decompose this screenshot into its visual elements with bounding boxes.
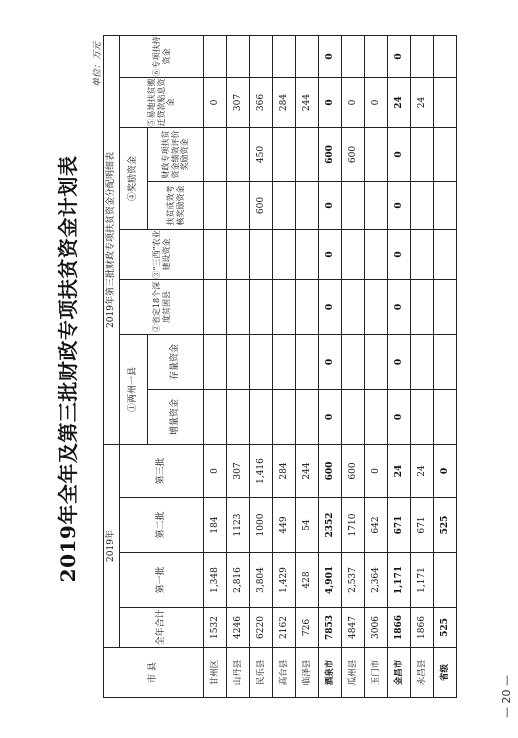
table-cell: 1866 [411,608,434,648]
row-label: 甘州区 [204,648,227,698]
table-cell: 4,901 [319,553,342,608]
table-cell: 450 [250,128,273,182]
table-cell [227,335,250,390]
table-cell: 0 [319,78,342,128]
row-label: 玉门市 [365,648,388,698]
table-cell: 600 [342,128,365,182]
table-cell [365,128,388,182]
table-cell: 244 [296,445,319,498]
table-cell: 0 [388,335,411,390]
table-row [388,36,411,698]
table-cell: 24 [388,78,411,128]
table-cell: 307 [227,78,250,128]
header-special-support-fund: ⑥专项扶持资金 [120,36,204,78]
table-cell: 1,348 [204,553,227,608]
header-batch1: 第一批 [120,553,204,608]
table-cell [434,182,457,230]
table-cell [227,182,250,230]
header-sanxi-agri-fund: ③“三西”农业建设资金 [120,230,204,280]
table-cell [250,36,273,78]
table-cell: 525 [434,498,457,553]
header-city: 市 县 [104,648,204,698]
funding-table [103,35,457,698]
table-cell: 2,816 [227,553,250,608]
table-cell [365,182,388,230]
table-cell: 1123 [227,498,250,553]
table-cell: 2,364 [365,553,388,608]
header-incremental-fund: 增量资金 [148,390,204,445]
table-cell [434,78,457,128]
table-cell: 0 [388,230,411,280]
table-cell: 0 [388,390,411,445]
table-row [319,36,342,698]
table-cell: 307 [227,445,250,498]
header-performance-reward: 财政专项扶贫资金绩效评价奖励资金 [148,128,204,182]
table-cell [204,182,227,230]
table-row [411,36,434,698]
header-relocation-interest-subsidy: ⑤易地扶贫搬迁贷款贴息资金 [120,78,204,128]
table-cell: 0 [204,445,227,498]
table-cell: 4847 [342,608,365,648]
table-cell [227,390,250,445]
table-cell [227,230,250,280]
table-cell [250,280,273,335]
table-cell [342,335,365,390]
table-cell: 1,429 [273,553,296,608]
table-cell: 1,171 [388,553,411,608]
table-cell [411,390,434,445]
table-cell: 0 [319,335,342,390]
row-label: 省级 [434,648,457,698]
header-two-states-one-county: ①两州一县 [120,335,148,445]
table-cell: 600 [342,445,365,498]
table-cell: 642 [365,498,388,553]
table-cell [273,390,296,445]
table-cell: 671 [411,498,434,553]
table-cell: 449 [273,498,296,553]
table-cell: 4246 [227,608,250,648]
unit-label: 单位：万元 [93,42,103,88]
table-cell: 1710 [342,498,365,553]
header-batch2: 第二批 [120,498,204,553]
table-cell [342,230,365,280]
table-row [227,36,250,698]
table-cell [296,280,319,335]
table-cell: 6220 [250,608,273,648]
table-cell: 366 [250,78,273,128]
table-cell: 600 [250,182,273,230]
row-label: 瓜州县 [342,648,365,698]
table-cell: 726 [296,608,319,648]
table-cell: 0 [319,36,342,78]
table-cell: 1866 [388,608,411,648]
table-cell: 7853 [319,608,342,648]
table-cell: 2352 [319,498,342,553]
table-cell: 0 [365,78,388,128]
table-cell: 0 [342,78,365,128]
table-cell: 0 [388,36,411,78]
table-cell [250,335,273,390]
row-label: 临泽县 [296,648,319,698]
table-cell: 54 [296,498,319,553]
table-cell: 600 [319,128,342,182]
table-cell: 3,804 [250,553,273,608]
table-cell [273,182,296,230]
table-cell: 0 [204,78,227,128]
header-third-batch-allocation: 2019年第三批财政专项扶贫资金分配明细表 [104,36,120,445]
table-cell: 0 [388,280,411,335]
table-cell [434,280,457,335]
table-cell [365,280,388,335]
table-cell [434,553,457,608]
header-reward-funds: ④奖励资金 [120,128,148,230]
table-cell [365,36,388,78]
table-cell [411,335,434,390]
table-cell: 2162 [273,608,296,648]
table-cell: 284 [273,445,296,498]
table-cell: 24 [388,445,411,498]
table-cell [204,36,227,78]
header-18-deep-poverty-counties: ②省定18个深度贫困县 [120,280,204,335]
table-cell [227,128,250,182]
table-cell [296,390,319,445]
table-cell: 3006 [365,608,388,648]
table-cell [204,335,227,390]
table-cell: 600 [319,445,342,498]
table-cell [273,230,296,280]
table-row [204,36,227,698]
row-label: 山丹县 [227,648,250,698]
table-cell [204,390,227,445]
table-cell [342,182,365,230]
table-body [204,36,457,698]
table-cell [342,280,365,335]
table-cell [411,230,434,280]
header-stock-fund: 存量资金 [148,335,204,390]
header-batch3: 第三批 [120,445,204,498]
table-cell [227,36,250,78]
table-cell [365,335,388,390]
header-effectiveness-reward: 扶贫成效考核奖励资金 [148,182,204,230]
table-cell [296,128,319,182]
table-cell [296,230,319,280]
header-total: 全年合计 [120,608,204,648]
table-row [250,36,273,698]
row-label: 永昌县 [411,648,434,698]
header-year-2019: 2019年 [104,445,120,648]
table-cell [365,390,388,445]
table-cell: 525 [434,608,457,648]
table-cell [434,230,457,280]
table-cell [342,36,365,78]
table-cell: 0 [319,182,342,230]
table-cell: 1,416 [250,445,273,498]
table-row [365,36,388,698]
row-label: 民乐县 [250,648,273,698]
table-cell [296,335,319,390]
table-cell [411,128,434,182]
table-cell [227,280,250,335]
table-cell: 184 [204,498,227,553]
table-row [296,36,319,698]
table-cell [411,280,434,335]
table-cell [411,36,434,78]
table-cell [296,36,319,78]
table-cell: 671 [388,498,411,553]
table-cell: 1000 [250,498,273,553]
table-cell: 2,537 [342,553,365,608]
table-cell [434,36,457,78]
row-label: 金昌市 [388,648,411,698]
table-cell: 0 [365,445,388,498]
table-cell [204,280,227,335]
table-cell [204,230,227,280]
row-label: 酒泉市 [319,648,342,698]
table-cell: 0 [319,230,342,280]
table-cell [342,390,365,445]
table-cell [296,182,319,230]
page-title: 2019年全年及第三批财政专项扶贫资金计划表 [56,155,80,583]
table-cell [434,128,457,182]
table-cell [250,230,273,280]
table-cell [250,390,273,445]
table-cell [434,390,457,445]
table-cell [273,280,296,335]
table-cell: 0 [319,390,342,445]
table-cell: 428 [296,553,319,608]
table-row [273,36,296,698]
table-cell [273,335,296,390]
table-cell: 0 [434,445,457,498]
table-cell: 0 [388,128,411,182]
row-label: 高台县 [273,648,296,698]
table-cell: 0 [388,182,411,230]
table-cell: 24 [411,445,434,498]
table-cell: 1532 [204,608,227,648]
table-row [434,36,457,698]
table-cell [411,182,434,230]
table-cell [273,128,296,182]
table-cell: 284 [273,78,296,128]
page-number: — 20 — [500,675,513,718]
table-row [342,36,365,698]
table-cell [365,230,388,280]
table-cell: 24 [411,78,434,128]
table-cell: 0 [319,280,342,335]
table-cell [434,335,457,390]
table-cell: 244 [296,78,319,128]
table-cell [204,128,227,182]
table-cell [273,36,296,78]
table-cell: 1,171 [411,553,434,608]
